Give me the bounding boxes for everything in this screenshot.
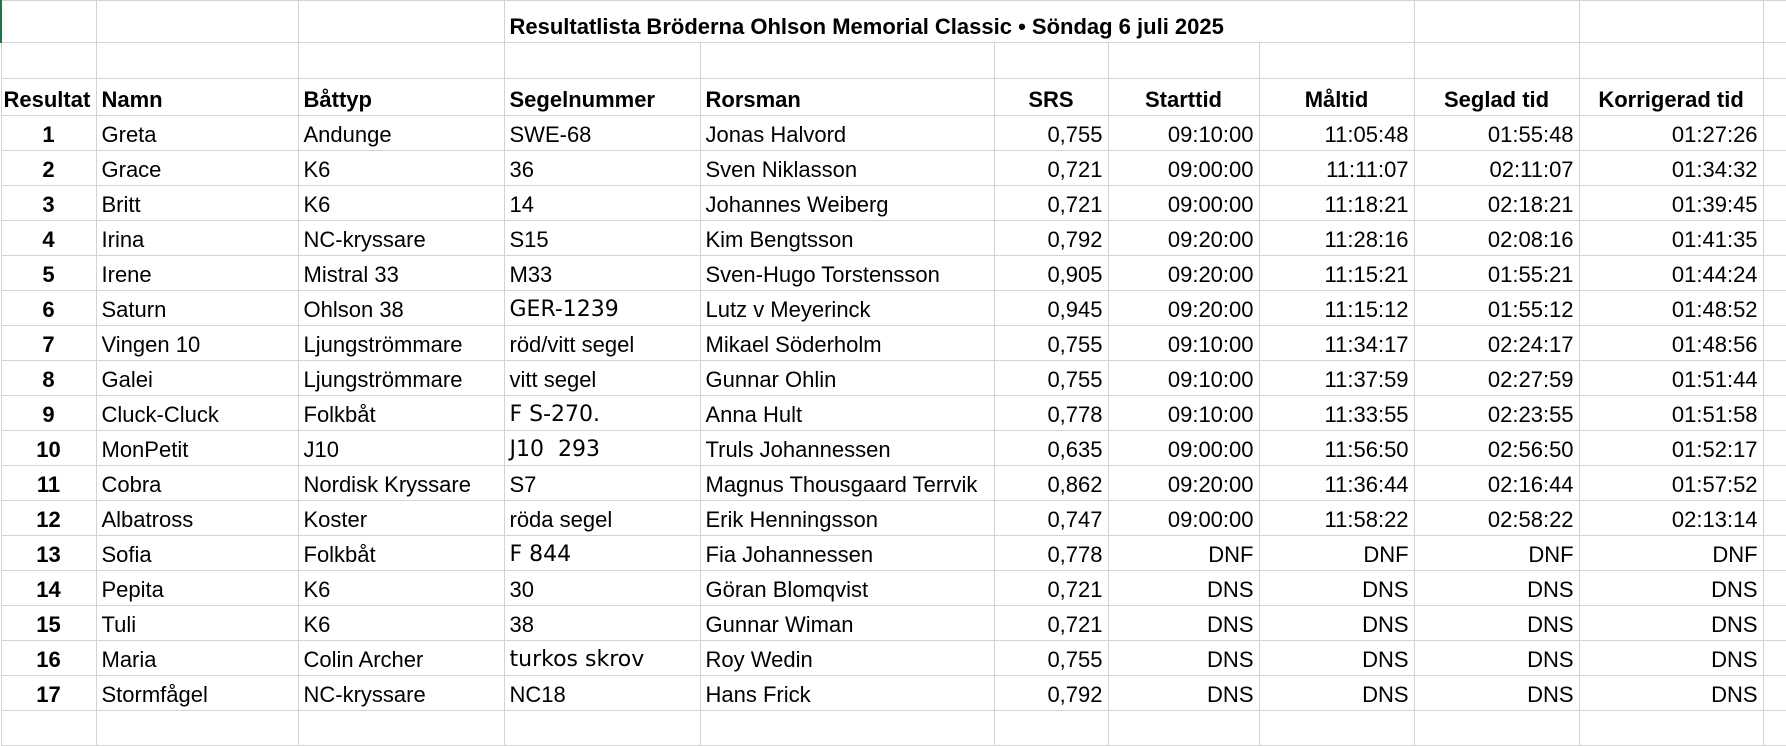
boat-type-cell[interactable]: Ohlson 38 [298,291,504,326]
cell[interactable] [1259,43,1414,79]
helm-cell[interactable]: Fia Johannessen [700,536,994,571]
corrected-time-cell[interactable]: 01:44:24 [1579,256,1763,291]
helm-cell[interactable]: Sven-Hugo Torstensson [700,256,994,291]
boat-type-cell[interactable]: Andunge [298,116,504,151]
start-time-cell[interactable]: 09:00:00 [1108,501,1259,536]
boat-type-cell[interactable]: Mistral 33 [298,256,504,291]
srs-cell[interactable]: 0,792 [994,221,1108,256]
srs-cell[interactable]: 0,721 [994,571,1108,606]
sailed-time-cell[interactable]: 01:55:12 [1414,291,1579,326]
cell[interactable] [1579,43,1763,79]
boat-type-cell[interactable]: Folkbåt [298,396,504,431]
sail-number-cell[interactable]: 38 [504,606,700,641]
helm-cell[interactable]: Johannes Weiberg [700,186,994,221]
cell[interactable] [1763,1,1786,43]
result-row [1,431,1786,466]
corrected-time-cell[interactable]: 01:57:52 [1579,466,1763,501]
start-time-cell[interactable]: DNS [1108,676,1259,711]
srs-cell[interactable]: 0,721 [994,151,1108,186]
cell[interactable] [1763,606,1786,641]
sailed-time-cell[interactable]: DNS [1414,571,1579,606]
name-cell[interactable]: Maria [96,641,298,676]
srs-cell[interactable]: 0,635 [994,431,1108,466]
start-time-cell[interactable]: DNS [1108,571,1259,606]
cell[interactable] [1763,676,1786,711]
corrected-time-cell[interactable]: 01:48:52 [1579,291,1763,326]
finish-time-cell[interactable]: 11:28:16 [1259,221,1414,256]
name-cell[interactable]: Sofia [96,536,298,571]
sailed-time-cell[interactable]: 02:58:22 [1414,501,1579,536]
result-row [1,361,1786,396]
cell[interactable] [504,711,700,746]
corrected-time-cell[interactable]: 01:34:32 [1579,151,1763,186]
sailed-time-cell[interactable]: DNS [1414,676,1579,711]
cell[interactable] [96,43,298,79]
srs-cell[interactable]: 0,862 [994,466,1108,501]
cell[interactable] [1763,186,1786,221]
result-row [1,536,1786,571]
srs-cell[interactable]: 0,778 [994,536,1108,571]
cell[interactable] [1259,711,1414,746]
sail-number-cell[interactable]: M33 [504,256,700,291]
start-time-cell[interactable]: DNS [1108,606,1259,641]
cell[interactable] [1763,431,1786,466]
place-cell[interactable]: 10 [1,431,96,466]
place-cell[interactable]: 6 [1,291,96,326]
finish-time-cell[interactable]: 11:18:21 [1259,186,1414,221]
start-time-cell[interactable]: 09:10:00 [1108,396,1259,431]
sailed-time-cell[interactable]: DNF [1414,536,1579,571]
boat-type-cell[interactable]: K6 [298,606,504,641]
name-cell[interactable]: Cobra [96,466,298,501]
cell[interactable] [1763,116,1786,151]
result-row [1,291,1786,326]
place-cell[interactable]: 3 [1,186,96,221]
boat-type-cell[interactable]: Koster [298,501,504,536]
cell[interactable] [1763,151,1786,186]
cell[interactable] [1763,466,1786,501]
helm-cell[interactable]: Erik Henningsson [700,501,994,536]
place-cell[interactable]: 17 [1,676,96,711]
srs-cell[interactable]: 0,905 [994,256,1108,291]
helm-cell[interactable]: Göran Blomqvist [700,571,994,606]
corrected-time-cell[interactable]: DNS [1579,676,1763,711]
srs-cell[interactable]: 0,755 [994,326,1108,361]
corrected-time-cell[interactable]: 01:48:56 [1579,326,1763,361]
place-cell[interactable]: 4 [1,221,96,256]
sail-number-cell[interactable]: turkos skrov [504,641,700,676]
boat-type-cell[interactable]: NC-kryssare [298,676,504,711]
boat-type-cell[interactable]: Colin Archer [298,641,504,676]
helm-cell[interactable]: Lutz v Meyerinck [700,291,994,326]
result-row [1,186,1786,221]
srs-cell[interactable]: 0,945 [994,291,1108,326]
result-row [1,606,1786,641]
cell[interactable] [700,43,994,79]
sailed-time-cell[interactable]: 02:08:16 [1414,221,1579,256]
start-time-cell[interactable]: 09:10:00 [1108,361,1259,396]
cell[interactable] [1763,221,1786,256]
name-cell[interactable]: MonPetit [96,431,298,466]
name-cell[interactable]: Irina [96,221,298,256]
corrected-time-cell[interactable]: DNS [1579,641,1763,676]
name-cell[interactable]: Tuli [96,606,298,641]
empty-row [1,711,1786,746]
result-row [1,571,1786,606]
corrected-time-cell[interactable]: DNS [1579,606,1763,641]
helm-cell[interactable]: Anna Hult [700,396,994,431]
finish-time-cell[interactable]: DNS [1259,676,1414,711]
name-cell[interactable]: Cluck-Cluck [96,396,298,431]
cell[interactable] [1763,79,1786,116]
result-row [1,466,1786,501]
header-starttid[interactable]: Starttid [1108,79,1259,116]
start-time-cell[interactable]: 09:10:00 [1108,326,1259,361]
corrected-time-cell[interactable]: DNF [1579,536,1763,571]
start-time-cell[interactable]: 09:00:00 [1108,186,1259,221]
helm-cell[interactable]: Hans Frick [700,676,994,711]
cell[interactable] [1414,43,1579,79]
finish-time-cell[interactable]: 11:56:50 [1259,431,1414,466]
sailed-time-cell[interactable]: 02:11:07 [1414,151,1579,186]
boat-type-cell[interactable]: Ljungströmmare [298,326,504,361]
name-cell[interactable]: Saturn [96,291,298,326]
helm-cell[interactable]: Truls Johannessen [700,431,994,466]
header-resultat[interactable]: Resultat [1,79,96,116]
name-cell[interactable]: Stormfågel [96,676,298,711]
sail-number-cell[interactable]: F S-270. [504,396,700,431]
sail-number-cell[interactable]: GER-1239 [504,291,700,326]
header-rorsman[interactable]: Rorsman [700,79,994,116]
cell[interactable] [1763,291,1786,326]
header-seglad-tid[interactable]: Seglad tid [1414,79,1579,116]
result-row [1,221,1786,256]
srs-cell[interactable]: 0,721 [994,606,1108,641]
cell[interactable] [1108,711,1259,746]
srs-cell[interactable]: 0,721 [994,186,1108,221]
corrected-time-cell[interactable]: 01:51:44 [1579,361,1763,396]
header-segelnummer[interactable]: Segelnummer [504,79,700,116]
place-cell[interactable]: 8 [1,361,96,396]
srs-cell[interactable]: 0,778 [994,396,1108,431]
cell[interactable] [1,43,96,79]
result-row [1,326,1786,361]
sail-number-cell[interactable]: S7 [504,466,700,501]
finish-time-cell[interactable]: 11:33:55 [1259,396,1414,431]
place-cell[interactable]: 1 [1,116,96,151]
title-row [1,1,1786,43]
cell[interactable] [1763,536,1786,571]
blank-row [1,43,1786,79]
sail-number-cell[interactable]: 36 [504,151,700,186]
name-cell[interactable]: Albatross [96,501,298,536]
cell[interactable] [1763,501,1786,536]
place-cell[interactable]: 14 [1,571,96,606]
start-time-cell[interactable]: 09:20:00 [1108,466,1259,501]
boat-type-cell[interactable]: K6 [298,571,504,606]
cell[interactable] [1763,571,1786,606]
sail-number-cell[interactable]: röda segel [504,501,700,536]
name-cell[interactable]: Britt [96,186,298,221]
helm-cell[interactable]: Gunnar Ohlin [700,361,994,396]
srs-cell[interactable]: 0,747 [994,501,1108,536]
header-maltid[interactable]: Måltid [1259,79,1414,116]
place-cell[interactable]: 12 [1,501,96,536]
cell[interactable] [1763,256,1786,291]
sailed-time-cell[interactable]: DNS [1414,606,1579,641]
sail-number-cell[interactable]: 14 [504,186,700,221]
boat-type-cell[interactable]: K6 [298,151,504,186]
start-time-cell[interactable]: DNS [1108,641,1259,676]
finish-time-cell[interactable]: DNS [1259,641,1414,676]
finish-time-cell[interactable]: DNS [1259,606,1414,641]
sailed-time-cell[interactable]: 02:23:55 [1414,396,1579,431]
boat-type-cell[interactable]: J10 [298,431,504,466]
place-cell[interactable]: 7 [1,326,96,361]
start-time-cell[interactable]: 09:00:00 [1108,151,1259,186]
helm-cell[interactable]: Kim Bengtsson [700,221,994,256]
sail-number-cell[interactable]: vitt segel [504,361,700,396]
place-cell[interactable]: 15 [1,606,96,641]
helm-cell[interactable]: Jonas Halvord [700,116,994,151]
place-cell[interactable]: 9 [1,396,96,431]
name-cell[interactable]: Pepita [96,571,298,606]
cell[interactable] [298,1,504,43]
cell[interactable] [1,1,96,43]
finish-time-cell[interactable]: DNF [1259,536,1414,571]
place-cell[interactable]: 11 [1,466,96,501]
cell[interactable] [994,43,1108,79]
start-time-cell[interactable]: 09:00:00 [1108,431,1259,466]
result-row [1,151,1786,186]
result-row [1,501,1786,536]
sailed-time-cell[interactable]: 02:16:44 [1414,466,1579,501]
place-cell[interactable]: 16 [1,641,96,676]
cell[interactable] [298,711,504,746]
boat-type-cell[interactable]: Nordisk Kryssare [298,466,504,501]
cell[interactable] [1108,43,1259,79]
boat-type-cell[interactable]: K6 [298,186,504,221]
cell[interactable] [1763,641,1786,676]
cell[interactable] [1,711,96,746]
start-time-cell[interactable]: 09:20:00 [1108,221,1259,256]
cell[interactable] [700,711,994,746]
boat-type-cell[interactable]: Ljungströmmare [298,361,504,396]
cell[interactable] [1763,396,1786,431]
sail-number-cell[interactable]: NC18 [504,676,700,711]
cell[interactable] [994,711,1108,746]
srs-cell[interactable]: 0,755 [994,116,1108,151]
header-srs[interactable]: SRS [994,79,1108,116]
result-row [1,256,1786,291]
cell[interactable] [96,1,298,43]
finish-time-cell[interactable]: 11:58:22 [1259,501,1414,536]
cell[interactable] [504,43,700,79]
corrected-time-cell[interactable]: 01:52:17 [1579,431,1763,466]
sail-number-cell[interactable]: röd/vitt segel [504,326,700,361]
header-namn[interactable]: Namn [96,79,298,116]
helm-cell[interactable]: Magnus Thousgaard Terrvik [700,466,994,501]
corrected-time-cell[interactable]: 01:27:26 [1579,116,1763,151]
name-cell[interactable]: Grace [96,151,298,186]
boat-type-cell[interactable]: Folkbåt [298,536,504,571]
name-cell[interactable]: Irene [96,256,298,291]
sail-number-cell[interactable]: F 844 [504,536,700,571]
cell[interactable] [298,43,504,79]
cell[interactable] [1763,361,1786,396]
sail-number-cell[interactable]: 30 [504,571,700,606]
name-cell[interactable]: Galei [96,361,298,396]
header-battyp[interactable]: Båttyp [298,79,504,116]
finish-time-cell[interactable]: 11:36:44 [1259,466,1414,501]
srs-cell[interactable]: 0,792 [994,676,1108,711]
place-cell[interactable]: 13 [1,536,96,571]
header-row [1,79,1786,116]
finish-time-cell[interactable]: 11:15:21 [1259,256,1414,291]
corrected-time-cell[interactable]: 01:41:35 [1579,221,1763,256]
srs-cell[interactable]: 0,755 [994,361,1108,396]
start-time-cell[interactable]: DNF [1108,536,1259,571]
sheet-title[interactable]: Resultatlista Bröderna Ohlson Memorial Classic • Söndag 6 juli 2025 [504,1,1414,43]
sailed-time-cell[interactable]: 02:27:59 [1414,361,1579,396]
sailed-time-cell[interactable]: 01:55:21 [1414,256,1579,291]
result-row [1,676,1786,711]
finish-time-cell[interactable]: 11:15:12 [1259,291,1414,326]
header-korrigerad-tid[interactable]: Korrigerad tid [1579,79,1763,116]
finish-time-cell[interactable]: 11:11:07 [1259,151,1414,186]
cell[interactable] [1763,326,1786,361]
name-cell[interactable]: Greta [96,116,298,151]
result-row [1,641,1786,676]
finish-time-cell[interactable]: 11:34:17 [1259,326,1414,361]
finish-time-cell[interactable]: 11:05:48 [1259,116,1414,151]
sailed-time-cell[interactable]: 01:55:48 [1414,116,1579,151]
cell[interactable] [1414,1,1579,43]
helm-cell[interactable]: Gunnar Wiman [700,606,994,641]
corrected-time-cell[interactable]: 01:39:45 [1579,186,1763,221]
cell[interactable] [1763,711,1786,746]
start-time-cell[interactable]: 09:20:00 [1108,256,1259,291]
place-cell[interactable]: 5 [1,256,96,291]
place-cell[interactable]: 2 [1,151,96,186]
srs-cell[interactable]: 0,755 [994,641,1108,676]
helm-cell[interactable]: Sven Niklasson [700,151,994,186]
boat-type-cell[interactable]: NC-kryssare [298,221,504,256]
helm-cell[interactable]: Roy Wedin [700,641,994,676]
sail-number-cell[interactable]: S15 [504,221,700,256]
sailed-time-cell[interactable]: DNS [1414,641,1579,676]
sailed-time-cell[interactable]: 02:18:21 [1414,186,1579,221]
finish-time-cell[interactable]: DNS [1259,571,1414,606]
corrected-time-cell[interactable]: 02:13:14 [1579,501,1763,536]
corrected-time-cell[interactable]: 01:51:58 [1579,396,1763,431]
result-row [1,396,1786,431]
start-time-cell[interactable]: 09:20:00 [1108,291,1259,326]
cell[interactable] [1414,711,1579,746]
cell[interactable] [1579,711,1763,746]
finish-time-cell[interactable]: 11:37:59 [1259,361,1414,396]
name-cell[interactable]: Vingen 10 [96,326,298,361]
cell[interactable] [96,711,298,746]
cell[interactable] [1763,43,1786,79]
result-row [1,116,1786,151]
sailed-time-cell[interactable]: 02:24:17 [1414,326,1579,361]
corrected-time-cell[interactable]: DNS [1579,571,1763,606]
sail-number-cell[interactable]: J10 293 [504,431,700,466]
cell[interactable] [1579,1,1763,43]
sailed-time-cell[interactable]: 02:56:50 [1414,431,1579,466]
sail-number-cell[interactable]: SWE-68 [504,116,700,151]
helm-cell[interactable]: Mikael Söderholm [700,326,994,361]
start-time-cell[interactable]: 09:10:00 [1108,116,1259,151]
